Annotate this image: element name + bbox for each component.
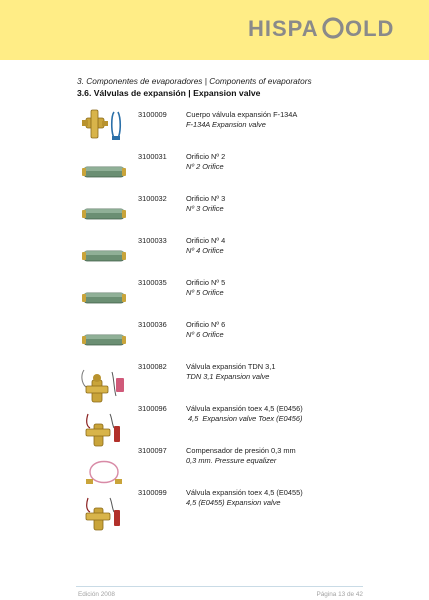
part-code: 3100032 [138, 194, 167, 203]
hispacold-logo [248, 14, 396, 42]
part-name-es: Compensador de presión 0,3 mm [186, 446, 296, 455]
part-name-en: Nº 4 Orifice [186, 246, 224, 255]
part-code: 3100009 [138, 110, 167, 119]
part-name-en: 0,3 mm. Pressure equalizer [186, 456, 277, 465]
tdn-valve-icon [78, 368, 130, 408]
part-name-en: TDN 3,1 Expansion valve [186, 372, 270, 381]
subsection-title: 3.6. Válvulas de expansión | Expansion valve [77, 88, 261, 98]
part-code: 3100035 [138, 278, 167, 287]
part-name-en: Nº 5 Orifice [186, 288, 224, 297]
footer-page-number: Página 13 de 42 [316, 591, 363, 598]
part-code: 3100031 [138, 152, 167, 161]
footer-edition: Edición 2008 [78, 591, 115, 598]
valve-body-icon [78, 106, 130, 146]
list-item [0, 404, 429, 444]
svg-text:OLD: OLD [345, 16, 395, 41]
part-name-en: 4,5 (E0455) Expansion valve [186, 498, 281, 507]
section-title: 3. Componentes de evaporadores | Components of evaporators [77, 76, 312, 86]
part-name-en: 4,5 Expansion valve Toex (E0456) [186, 414, 303, 423]
list-item [0, 488, 429, 528]
part-name-es: Orificio Nº 5 [186, 278, 226, 287]
part-code: 3100097 [138, 446, 167, 455]
list-item [0, 278, 429, 318]
list-item [0, 320, 429, 360]
part-description [186, 278, 225, 298]
part-name-en: Nº 3 Orifice [186, 204, 224, 213]
part-name-es: Válvula expansión TDN 3,1 [186, 362, 276, 371]
part-name-es: Válvula expansión toex 4,5 (E0455) [186, 488, 303, 497]
orifice-icon [78, 278, 130, 318]
orifice-icon [78, 236, 130, 276]
part-name-en: F-134A Expansion valve [186, 120, 266, 129]
orifice-icon [78, 152, 130, 192]
part-description [186, 152, 225, 172]
footer-divider [76, 586, 363, 587]
pressure-equalizer-icon [78, 452, 130, 492]
part-description [186, 320, 225, 340]
list-item [0, 110, 429, 150]
part-name-en: Nº 6 Orifice [186, 330, 224, 339]
orifice-icon [78, 320, 130, 360]
list-item [0, 236, 429, 276]
part-description [186, 194, 225, 214]
part-code: 3100033 [138, 236, 167, 245]
toex-valve-icon [78, 494, 130, 534]
page-header [0, 0, 429, 60]
part-name-es: Orificio Nº 4 [186, 236, 226, 245]
part-code: 3100096 [138, 404, 167, 413]
part-name-en: Nº 2 Orifice [186, 162, 224, 171]
svg-text:HISPA: HISPA [248, 16, 319, 41]
list-item [0, 446, 429, 486]
list-item [0, 152, 429, 192]
list-item [0, 362, 429, 402]
list-item [0, 194, 429, 234]
part-description [186, 488, 303, 508]
part-description [186, 446, 296, 466]
orifice-icon [78, 194, 130, 234]
part-description [186, 404, 303, 424]
part-name-es: Orificio Nº 2 [186, 152, 226, 161]
part-name-es: Válvula expansión toex 4,5 (E0456) [186, 404, 303, 413]
part-name-es: Orificio Nº 6 [186, 320, 226, 329]
part-description [186, 110, 297, 130]
toex-valve-icon [78, 410, 130, 450]
part-code: 3100082 [138, 362, 167, 371]
part-name-es: Orificio Nº 3 [186, 194, 226, 203]
part-description [186, 362, 275, 382]
part-code: 3100099 [138, 488, 167, 497]
part-description [186, 236, 225, 256]
part-code: 3100036 [138, 320, 167, 329]
part-name-es: Cuerpo válvula expansión F-134A [186, 110, 298, 119]
